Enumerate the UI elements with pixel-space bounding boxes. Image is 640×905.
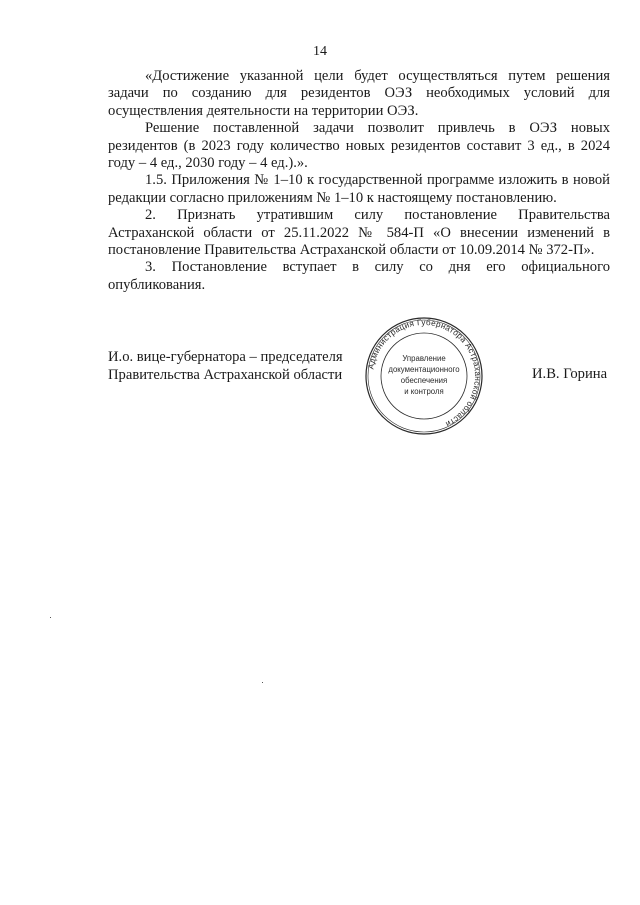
- page-number: 14: [313, 44, 327, 59]
- seal-inner-line2: документационного: [388, 365, 460, 374]
- seal-inner-line4: и контроля: [404, 387, 444, 396]
- seal-inner-line3: обеспечения: [400, 376, 448, 385]
- seal-inner-line1: Управление: [402, 354, 446, 363]
- signatory-position: [108, 348, 343, 384]
- official-seal: [364, 316, 484, 436]
- signatory-position-line1: И.о. вице-губернатора – председателя: [108, 349, 343, 365]
- scan-speck: [262, 682, 263, 683]
- seal-outer-text: Администрация Губернатора Астраханской области: [366, 317, 483, 429]
- scan-speck: [50, 617, 51, 618]
- paragraph-effective: 3. Постановление вступает в силу со дня его официального опубликования.: [108, 259, 610, 293]
- signatory-name: И.В. Горина: [532, 366, 608, 382]
- signatory-position-line2: Правительства Астраханской области: [108, 367, 343, 383]
- paragraph-appendices: 1.5. Приложения № 1–10 к государственной программе изложить в новой редакции согласно приложениям № 1–10 к настоящему постановлению.: [108, 172, 610, 206]
- document-body: [108, 68, 610, 294]
- paragraph-repeal: 2. Признать утратившим силу постановление Правительства Астраханской области от 25.11.2022 № 584-П «О внесении изменений в постановление Правительства Астраханской области от 10.09.2014 № 372-П».: [108, 207, 610, 259]
- paragraph-goal: «Достижение указанной цели будет осуществляться путем решения задачи по созданию для резидентов ОЭЗ необходимых условий для осуществления деятельности на территории ОЭЗ.: [108, 68, 610, 119]
- paragraph-residents: Решение поставленной задачи позволит привлечь в ОЭЗ новых резидентов (в 2023 году количество новых резидентов составит 3 ед., в 2024 году – 4 ед., 2030 году – 4 ед.).».: [108, 120, 610, 172]
